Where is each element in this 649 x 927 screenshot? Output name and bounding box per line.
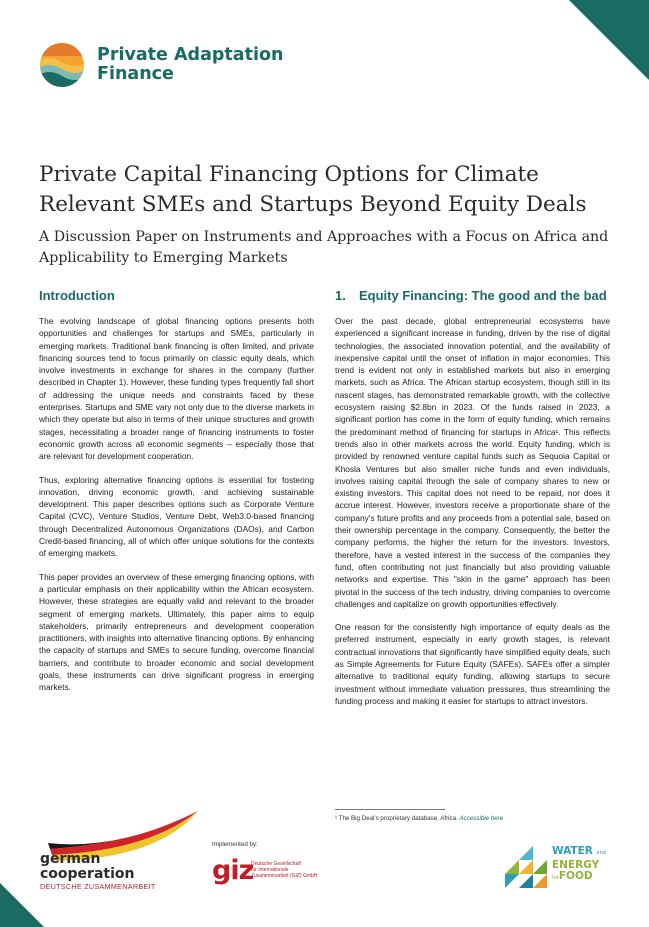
- footnote-link[interactable]: Accessible here: [459, 815, 504, 822]
- right-column: [335, 288, 610, 718]
- wef-energy: ENERGY: [552, 858, 600, 871]
- intro-heading: Introduction: [39, 288, 115, 303]
- gov-line3: DEUTSCHE ZUSAMMENARBEIT: [40, 882, 156, 891]
- wef-for: for: [552, 875, 559, 881]
- gov-line1: german: [40, 851, 101, 867]
- wef-water: WATER: [552, 845, 593, 857]
- left-column: [39, 288, 314, 705]
- brand-name-line1: Private Adaptation: [97, 45, 284, 65]
- sun-wave-icon: [37, 42, 87, 88]
- section1-heading: [335, 288, 610, 304]
- section1-title: Equity Financing: The good and the bad: [359, 288, 607, 303]
- intro-paragraph-3: This paper provides an overview of these emerging financing options, with a particular emphasis on their applicability within the African ecosystem. However, these strategies are equally valid and relevant to the broader segment of emerging markets. Ultimately, this paper aims to equip stakeholders, primarily entrepreneurs and development cooperation practitioners, with insights into alternative financing options. By enhancing the capacity of startups and SMEs to secure funding, overcome financial barriers, and contribute to broader economic and social development goals, these instruments can drive significant progress in emerging markets.: [39, 571, 314, 693]
- wef-and: and: [596, 850, 606, 856]
- intro-paragraph-1: The evolving landscape of global financing options presents both opportunities and challenges for startups and SMEs, particularly in emerging markets. Traditional bank financing is often limited, and private financing sources tend to focus primarily on classic equity deals, which involve investments in exchange for shares in the company (further described in Chapter 1). However, these funding types frequently fall short of addressing the unique needs and constraints faced by these enterprises. Startups and SME vary not only due to the diverse markets in which they operate but also in terms of their unique structures and growth stages, necessitating a broader range of financing instruments to foster economic growth across all economic segments – especially those that are relevant for development cooperation.: [39, 316, 314, 462]
- intro-paragraph-2: Thus, exploring alternative financing options is essential for fostering innovation, driving economic growth, and achieving sustainable development. This paper describes options such as Corporate Venture Capital (CVC), Venture Studios, Venture Debt, Web3.0-based financing through Decentralized Autonomous Organizations (DAOs), and Carbon Credit-based financing, all of which offer unique solutions for the contexts of emerging markets.: [39, 474, 314, 559]
- footnote-divider: [335, 809, 445, 810]
- section1-paragraph-1: Over the past decade, global entrepreneurial ecosystems have experienced a significant increase in funding, driven by the rise of digital technologies, the associated innovation potential, and the availability of inexpensive capital until the onset of inflation in major economies. This trend is evident not only in established markets but also in emerging markets, such as Africa. The African startup ecosystem, though still in its nascent stages, has demonstrated remarkable growth, with the collective ecosystem raising $2.8bn in 2023. Of the funds raised in 2023, a significant portion has come in the form of equity funding, which remains the predominant method of financing for startups in Africa¹. This reflects trends also in other markets across the world. Equity funding, which is provided by renowned venture capital funds such as Sequoia Capital or Khosla Ventures but also smaller niche funds and even individuals, involves raising capital through the sale of company shares to new or existing investors. This capital does not need to be repaid, nor does it accrue interest. However, investors receive a proportionate share of the company's future profits and any proceeds from a potential sale, based on their ownership percentage in the company. Consequently, the better the company performs, the higher the return for the investors. Investors, therefore, have a vested interest in the success of the companies they fund, often contributing not just financially but also providing valuable networks and expertise. This "skin in the game" approach has been pivotal in the success of the tech industry, driving companies to overcome challenges and capitalize on growth opportunities effectively.: [335, 316, 610, 609]
- section1-number: 1.: [335, 288, 346, 303]
- giz-line2: für Internationale: [251, 867, 289, 873]
- gov-line2: cooperation: [40, 866, 135, 882]
- corner-decoration: [569, 0, 649, 80]
- section1-paragraph-2: One reason for the consistently high importance of equity deals as the preferred instrument, especially in early growth stages, is relevant contractual innovations that significantly have simplified equity deals, such as Simple Agreements for Future Equity (SAFEs). SAFEs offer a simpler alternative to traditional equity funding, allowing startups to secure investment without immediate valuation pressures, thus streamlining the funding process and making it easier for startups to attract investors.: [335, 622, 610, 706]
- giz-full-name: [251, 861, 317, 879]
- brand-name-line2: Finance: [97, 64, 174, 84]
- implemented-by-label: Implemented by:: [212, 841, 258, 848]
- giz-logo: giz: [212, 855, 254, 886]
- giz-line1: Deutsche Gesellschaft: [251, 861, 302, 867]
- wef-nexus-icon: [505, 846, 547, 888]
- german-cooperation-logo: [40, 852, 134, 882]
- brand-logo: [37, 42, 283, 88]
- document-subtitle: A Discussion Paper on Instruments and Approaches with a Focus on Africa and Applicability to Emerging Markets: [39, 229, 609, 266]
- wef-food: FOOD: [558, 870, 593, 882]
- footnote-text: ¹ The Big Deal's proprietary database, Africa.: [335, 815, 460, 822]
- document-title: Private Capital Financing Options for Climate Relevant SMEs and Startups Beyond Equity Deals: [39, 162, 587, 217]
- wef-logo-text: [552, 846, 606, 885]
- giz-line3: Zusammenarbeit (GIZ) GmbH: [251, 873, 318, 879]
- footnote: [335, 815, 503, 822]
